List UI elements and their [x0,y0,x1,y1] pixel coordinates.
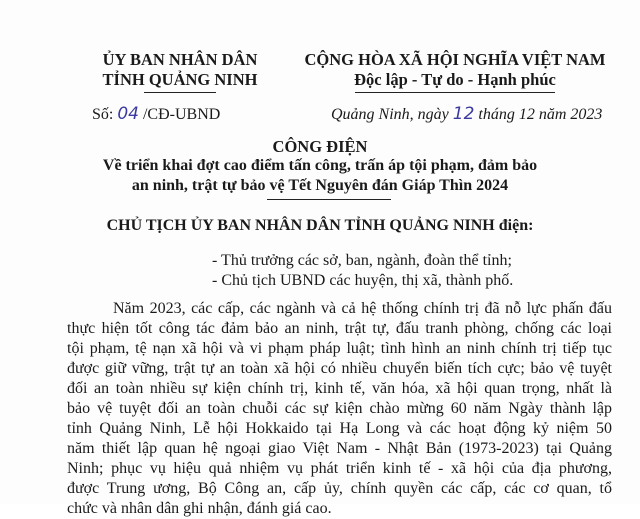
issuing-agency [90,50,270,93]
date-suffix: tháng 12 năm 2023 [478,106,603,123]
body-line: được giữ vững, trật tự an toàn xã hội có nhiều chuyển biến tích cực; bảo vệ tuyệt [67,360,612,377]
body-line: Năm 2023, các cấp, các ngành và cả hệ thống chính trị đã nỗ lực phấn đấu [113,300,612,317]
recipient-item: - Thủ trưởng các sở, ban, ngành, đoàn thể tỉnh; [212,252,512,269]
motto-underline [355,92,555,93]
document-subject [0,156,640,196]
body-line: chức và nhân dân ghi nhận, đánh giá cao. [67,500,332,517]
body-line: thực hiện tốt công tác đảm bảo an ninh, trật tự, đấu tranh phòng, chống các loại [67,320,612,337]
telegram-heading: CHỦ TỊCH ỦY BAN NHÂN DÂN TỈNH QUẢNG NINH điện: [106,217,534,234]
subject-line-1: Về triển khai đợt cao điểm tấn công, trấn áp tội phạm, đảm bảo [102,157,538,174]
recipient-item: - Chủ tịch UBND các huyện, thị xã, thành phố. [212,272,514,289]
body-line: Ninh; phục vụ hiệu quả nhiệm vụ phát triển kinh tế - xã hội của địa phương, [67,460,612,477]
date-handwritten-day: 12 [452,104,475,124]
national-name: CỘNG HÒA XÃ HỘI NGHĨA VIỆT NAM [304,50,606,69]
body-line: được Trung ương, Bộ Công an, cấp ủy, chính quyền các cấp, các cơ quan, tổ [67,480,612,497]
subject-line-2: an ninh, trật tự bảo vệ Tết Nguyên đán Giáp Thìn 2024 [131,177,509,194]
body-line: tỉnh Quảng Ninh, Lễ hội Hokkaido tại Hạ Long và các hoạt động kỷ niệm 50 [67,420,612,437]
agency-line-2: TỈNH QUẢNG NINH [102,70,258,89]
agency-underline [144,92,216,93]
doc-number-handwritten: 04 [117,104,139,124]
body-line: đối an toàn nhiều sự kiện chính trị, kinh tế, văn hóa, xã hội quan trọng, nhất là [67,380,612,397]
document-type: CÔNG ĐIỆN [272,137,368,156]
subject-underline [267,199,391,200]
doc-number-prefix: Số: [92,106,114,123]
national-header [300,50,610,93]
body-line: năm thiết lập quan hệ ngoại giao Việt Nam - Nhật Bản (1973-2023) tại Quảng [67,440,612,457]
body-line: bảo vệ tuyệt đối an toàn chuỗi các sự kiện chào mừng 60 năm Ngày thành lập [67,400,612,417]
date-prefix: Quảng Ninh, ngày [331,106,449,123]
body-paragraph [67,299,612,519]
agency-line-1: ỦY BAN NHÂN DÂN [102,50,258,69]
document-date [331,104,602,124]
doc-number-suffix: /CĐ-UBND [142,106,221,123]
national-motto: Độc lập - Tự do - Hạnh phúc [354,70,556,89]
body-line: tội phạm, tệ nạn xã hội và vi phạm pháp luật; tình hình an ninh chính trị tiếp tục [67,340,612,357]
document-number [92,104,220,124]
recipient-list [212,251,513,291]
